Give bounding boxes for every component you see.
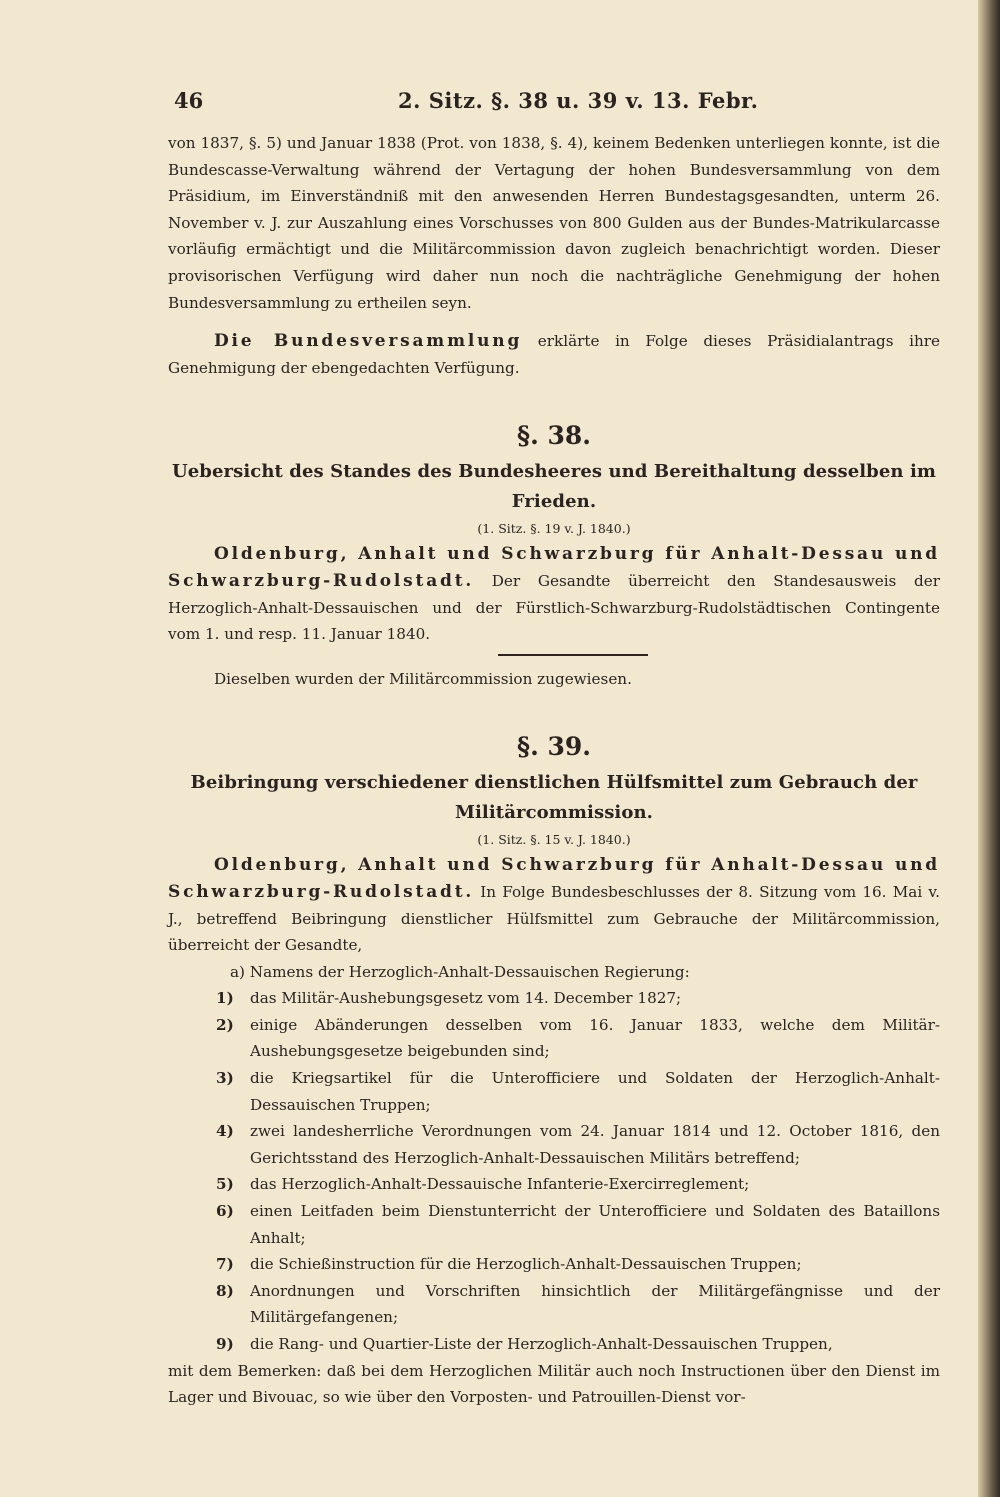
section-39-title: Beibringung verschiedener dienstlichen Hülfsmittel zum Gebrauch der Militärcommission. bbox=[190, 772, 918, 824]
section-39-paragraph bbox=[168, 852, 940, 958]
section-38-lead: Oldenburg, Anhalt und Schwarzburg für Anhalt-Dessau und Schwarzburg-Rudolstadt. bbox=[168, 544, 940, 591]
list-item-number: 3) bbox=[216, 1069, 234, 1088]
running-head bbox=[168, 88, 940, 124]
list-item-number: 2) bbox=[216, 1015, 234, 1034]
section-39-citation: (1. Sitz. §. 15 v. J. 1840.) bbox=[477, 832, 631, 848]
list-item-text: die Rang- und Quartier-Liste der Herzoglich-Anhalt-Dessauischen Truppen, bbox=[250, 1335, 833, 1353]
section-38-text: Der Gesandte überreicht den Standesausweis der Herzoglich-Anhalt-Dessauischen und der Fürstlich-Schwarzburg-Rudolstädtischen Contingente vom 1. und resp. 11. Januar 1840. bbox=[168, 571, 940, 644]
list-item-number: 7) bbox=[216, 1255, 234, 1274]
list-item-number: 8) bbox=[216, 1281, 234, 1300]
list-item-number: 1) bbox=[216, 989, 234, 1008]
page-edge bbox=[978, 0, 1000, 1497]
section-38-title: Uebersicht des Standes des Bundesheeres und Bereithaltung desselben im Frieden. bbox=[171, 461, 937, 513]
list-item-text: das Herzoglich-Anhalt-Dessauische Infanterie-Exercirreglement; bbox=[250, 1175, 750, 1194]
list-item bbox=[168, 1278, 940, 1331]
section-39-text: In Folge Bundesbeschlusses der 8. Sitzung vom 16. Mai v. J., betreffend Beibringung dienstlicher Hülfsmittel zum Gebrauche der Militärcommission, überreicht der Gesandte, bbox=[168, 882, 941, 955]
resolution-text: erklärte in Folge dieses Präsidialantrags ihre Genehmigung der ebengedachten Verfügung. bbox=[168, 332, 941, 377]
list-item-text: Anordnungen und Vorschriften hinsichtlich der Militärgefängnisse und der Militärgefangenen; bbox=[250, 1281, 940, 1327]
list-item-number: 9) bbox=[216, 1335, 234, 1353]
list-item bbox=[168, 1198, 940, 1251]
list-item-text: die Schießinstruction für die Herzoglich-Anhalt-Dessauischen Truppen; bbox=[250, 1255, 802, 1274]
section-38-paragraph bbox=[168, 541, 940, 647]
section-38-citation: (1. Sitz. §. 19 v. J. 1840.) bbox=[477, 521, 631, 537]
list-item bbox=[168, 1065, 940, 1118]
page-number: 46 bbox=[174, 88, 204, 113]
page-body bbox=[168, 130, 940, 1411]
list-item-number: 6) bbox=[216, 1202, 234, 1221]
section-38-number: §. 38. bbox=[517, 421, 591, 451]
section-38-resolution: Dieselben wurden der Militärcommission zugewiesen. bbox=[214, 669, 632, 688]
resolution-lead: Die Bundesversammlung bbox=[214, 331, 523, 352]
list-item bbox=[168, 985, 940, 1012]
resolution-paragraph bbox=[168, 328, 940, 381]
list-item bbox=[168, 1331, 940, 1358]
section-divider bbox=[498, 654, 648, 656]
section-39-lead: Oldenburg, Anhalt und Schwarzburg für Anhalt-Dessau und Schwarzburg-Rudolstadt. bbox=[168, 855, 940, 902]
document-page bbox=[168, 0, 940, 1497]
list-item-number: 5) bbox=[216, 1175, 234, 1194]
list-item bbox=[168, 1171, 940, 1198]
list-item bbox=[168, 1118, 940, 1171]
list-item bbox=[168, 1012, 940, 1065]
list-item-number: 4) bbox=[216, 1122, 234, 1141]
list-item-text: das Militär-Aushebungsgesetz vom 14. December 1827; bbox=[250, 989, 682, 1008]
section-39-closing: mit dem Bemerken: daß bei dem Herzoglichen Militär auch noch Instructionen über den Dienst im Lager und Bivouac, so wie über den Vorposten- und Patrouillen-Dienst vor- bbox=[168, 1361, 940, 1407]
list-item-text: einen Leitfaden beim Dienstunterricht der Unterofficiere und Soldaten des Bataillons Anhalt; bbox=[250, 1202, 940, 1247]
list-item-text: zwei landesherrliche Verordnungen vom 24. Januar 1814 und 12. October 1816, den Gerichtsstand des Herzoglich-Anhalt-Dessauischen Militärs betreffend; bbox=[250, 1122, 940, 1167]
section-39-number: §. 39. bbox=[517, 732, 591, 762]
section-39-item-list bbox=[168, 985, 940, 1357]
list-item-text: die Kriegsartikel für die Unterofficiere und Soldaten der Herzoglich-Anhalt-Dessauischen Truppen; bbox=[250, 1069, 940, 1114]
intro-paragraph: von 1837, §. 5) und Januar 1838 (Prot. von 1838, §. 4), keinem Bedenken unterliegen konnte, ist die Bundescasse-Verwaltung während der Vertagung der hohen Bundesversammlung von dem Präsidium, im Einverständniß mit den anwesenden Herren Bundestagsgesandten, unterm 26. November v. J. zur Auszahlung eines Vorschusses von 800 Gulden aus der Bundes-Matrikularcasse vorläufig ermächtigt und die Militärcommission davon zugleich benachrichtigt worden. Dieser provisorischen Verfügung wird daher nun noch die nachträgliche Genehmigung der hohen Bundesversammlung zu ertheilen seyn. bbox=[168, 134, 940, 312]
list-item-text: einige Abänderungen desselben vom 16. Januar 1833, welche dem Militär-Aushebungsgesetze beigebunden sind; bbox=[250, 1015, 940, 1061]
section-39-sub-label: a) Namens der Herzoglich-Anhalt-Dessauischen Regierung: bbox=[230, 962, 690, 981]
list-item bbox=[168, 1251, 940, 1278]
running-head-title: 2. Sitz. §. 38 u. 39 v. 13. Febr. bbox=[398, 88, 759, 113]
